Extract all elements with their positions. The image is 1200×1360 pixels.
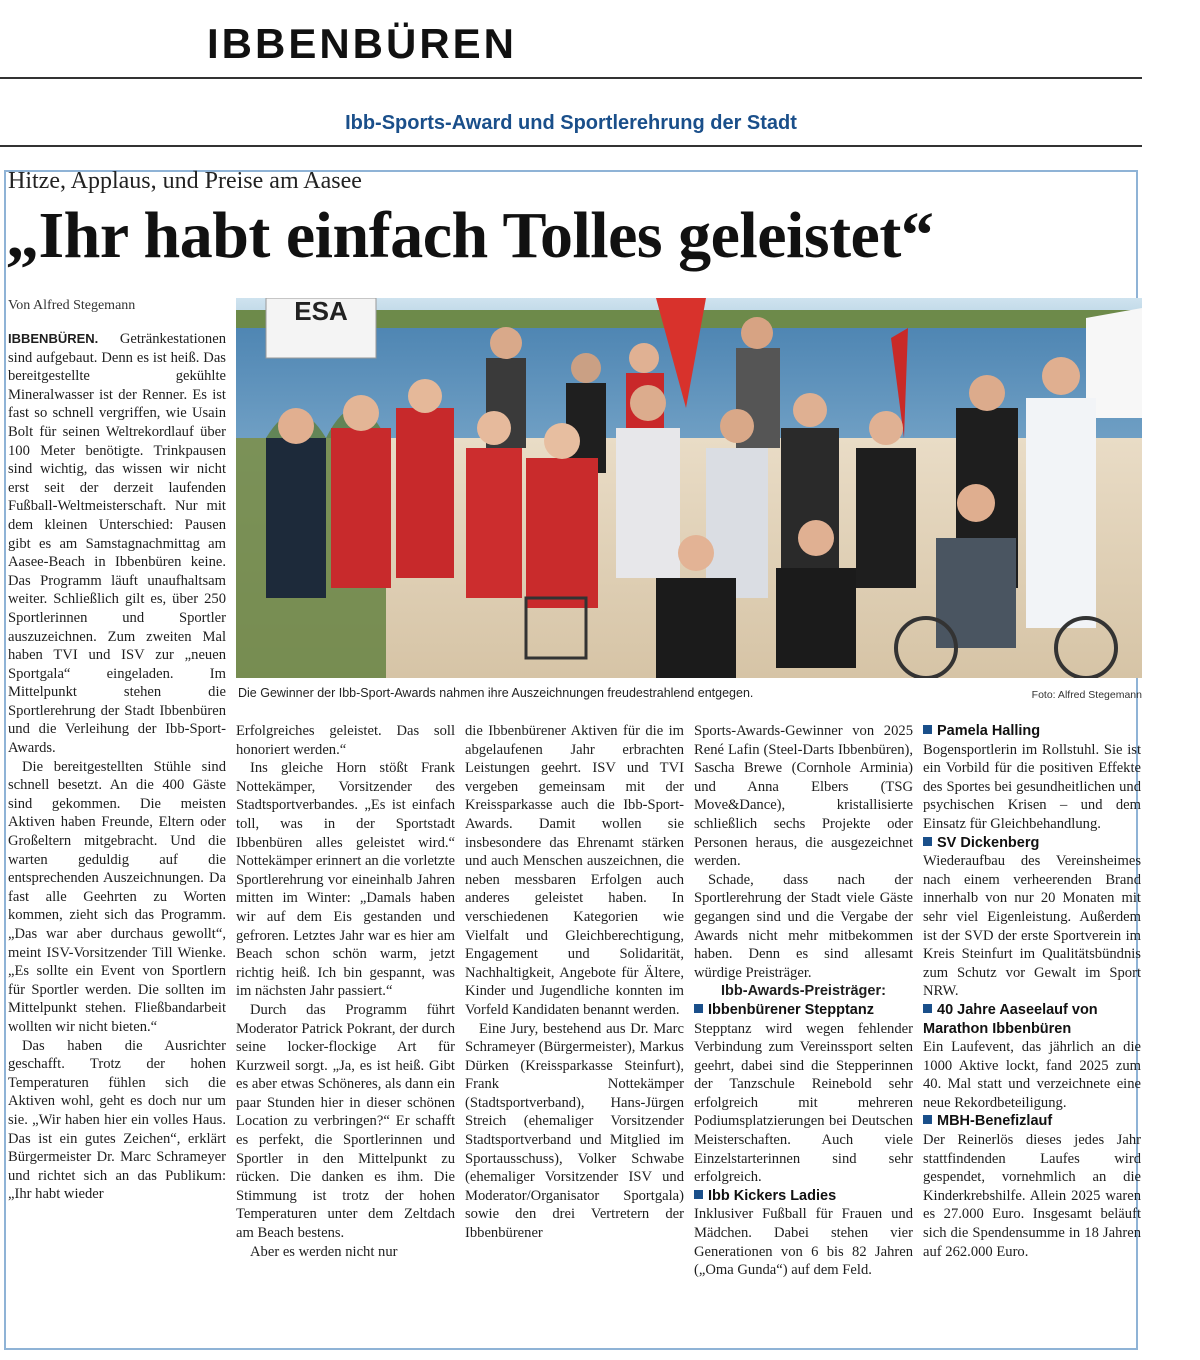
paragraph: Erfolgreiches geleistet. Das soll honoriert werden.“ bbox=[236, 723, 455, 758]
top-rule bbox=[0, 77, 1142, 79]
masthead: IBBENBÜREN bbox=[207, 20, 518, 67]
headline: „Ihr habt einfach Tolles geleistet“ bbox=[6, 199, 934, 272]
square-bullet-icon bbox=[694, 1190, 703, 1199]
award-heading bbox=[923, 722, 1141, 741]
paragraph: Das haben die Ausrichter geschafft. Trotz der hohen Temperaturen fühlen sich die Aktiven wohl, geht es doch nur um sie. „Wir haben hier ein volles Haus. Das ist ein gutes Zeichen“, erklärt Bürgermeister Dr. Marc Schrameyer und richtet sich an das Publikum: „Ihr habt wieder bbox=[8, 1037, 226, 1203]
article-column-5 bbox=[923, 722, 1141, 1348]
article-photo bbox=[236, 298, 1142, 678]
paragraph: Durch das Programm führt Moderator Patrick Pokrant, der durch seine locker-flockige Art für Kurzweil sorgt. „Ja, es ist heiß. Gibt es aber etwas Schöneres, als dann ein paar Stunden hier in dieser schönen Location zu verbringen?“ Er schafft es perfekt, die Sportlerinnen und Sportler in den Mittelpunkt zu rücken. Die danken es ihm. Die Stimmung ist trotz der hohen Temperaturen unter dem Zeltdach am Beach bestens. bbox=[236, 1001, 455, 1242]
award-heading bbox=[923, 1001, 1141, 1038]
paragraph: Der Reinerlös dieses jedes Jahr stattfindenden Laufes wird gespendet, vornehmlich an die Kinderkrebshilfe. Allein 2025 waren es 27.000 Euro. Insgesamt beläuft sich die Spendensumme in 18 Jahren auf 262.000 Euro. bbox=[923, 1132, 1141, 1260]
paragraph: Stepptanz wird wegen fehlender Verbindung zum Vereinssport selten geehrt, dabei sind die Stepperinnen der Tanzschule Reinebold sehr erfolgreich mit mehreren Podiumsplatzierungen bei Deutschen Meisterschaften. Auch viele Einzelstarterinnen sind sehr erfolgreich. bbox=[694, 1020, 913, 1186]
square-bullet-icon bbox=[923, 1004, 932, 1013]
paragraph: Bogensportlerin im Rollstuhl. Sie ist ein Vorbild für die positiven Effekte des Sportes bei gesundheitlichen und psychischen Krisen – und dem Einsatz für Gleichbehandlung. bbox=[923, 741, 1141, 832]
paragraph: Aber es werden nicht nur bbox=[250, 1243, 398, 1260]
square-bullet-icon bbox=[923, 837, 932, 846]
square-bullet-icon bbox=[694, 1004, 703, 1013]
article-column-1 bbox=[8, 330, 226, 1348]
paragraph: Die bereitgestellten Stühle sind schnell besetzt. An die 400 Gäste sind gekommen. Die meisten Aktiven haben Freunde, Eltern oder Großeltern mitgebracht. Und die warten geduldig auf die entsprechenden Auszeichnungen. Da fast alle Geehrten zu Worten kommen, zieht sich das Programm. „Das war aber durchaus gewollt“, meint ISV-Vorsitzender Till Wienke. „Es sollte ein Event von Sportlern für Sportler werden. Die sollten im Mittelpunkt stehen. Fließbandarbeit wollten wir nicht bieten.“ bbox=[8, 758, 226, 1035]
paragraph: Ins gleiche Horn stößt Frank Nottekämper, Vorsitzender des Stadtsportverbandes. „Es ist einfach toll, was in der Sportstadt Ibbenbüren alles geleistet wird.“ Nottekämper erinnert an die vorletzte Sportlerehrung vor eineinhalb Jahren mitten im Winter: „Damals haben wir auf dem Eis gestanden und gefroren. Letztes Jahr war es hier am Beach schon schön warm, jetzt richtig heiß. Ich bin gespannt, was im nächsten Jahr passiert.“ bbox=[236, 760, 455, 1000]
paragraph bbox=[8, 330, 226, 758]
paragraph: Wiederaufbau des Vereinsheimes nach einem verheerenden Brand innerhalb von nur 20 Monaten mit sehr viel Eigenleistung. Außerdem ist der SVD der erste Sportverein im Kreis Steinfurt im Qualitätsbündnis zum Schutz vor Gewalt im Sport NRW. bbox=[923, 853, 1141, 1000]
paragraph-text: Getränkestationen sind aufgebaut. Denn es ist heiß. Das bereitgestellte gekühlte Mineralwasser ist der Renner. Es ist fast so schnell vergriffen, wie Usain Bolt für seinen Weltrekordlauf über 100 Meter benötigte. Trinkpausen sind wichtig, das wissen wir nicht erst seit der derzeit laufenden Fußball-Weltmeisterschaft. Nur mit dem kleinen Unterschied: Pausen gibt es am Samstagnachmittag am Aasee-Beach in Ibbenbüren keine. Das Programm läuft unaufhaltsam weiter. Schließlich gilt es, über 250 Sportlerinnen und Sportler auszuzeichnen. Zum zweiten Mal haben TVI und ISV zur „neuen Sportgala“ eingeladen. Im Mittelpunkt stehen die Sportlerehrung der Stadt Ibbenbüren und die Verleihung der Ibb-Sport-Awards. bbox=[8, 331, 226, 757]
paragraph: Ein Laufevent, das jährlich an die 1000 Aktive lockt, fand 2025 zum 40. Mal statt und verzeichnete eine neue Rekordbeteiligung. bbox=[923, 1039, 1141, 1111]
awards-subheading: Ibb-Awards-Preisträger: bbox=[721, 983, 886, 1000]
section-rule bbox=[0, 145, 1142, 147]
paragraph: Schade, dass nach der Sportlerehrung der Stadt viele Gäste gegangen sind und die Vergabe der Awards nicht mehr mitbekommen haben. Denn es sind allesamt würdige Preisträger. bbox=[694, 871, 913, 981]
photo-caption: Die Gewinner der Ibb-Sport-Awards nahmen ihre Auszeichnungen freudestrahlend entgegen. bbox=[238, 686, 754, 700]
award-heading bbox=[694, 1187, 913, 1206]
award-title: Pamela Halling bbox=[937, 723, 1041, 739]
section-heading: Ibb-Sports-Award und Sportlerehrung der Stadt bbox=[345, 112, 797, 134]
award-title: Ibbenbürener Stepptanz bbox=[708, 1001, 874, 1018]
award-heading bbox=[923, 1112, 1141, 1131]
byline: Von Alfred Stegemann bbox=[8, 298, 136, 313]
award-title: SV Dickenberg bbox=[937, 834, 1040, 851]
group-photo-illustration bbox=[236, 298, 1142, 678]
award-title: MBH-Benefizlauf bbox=[937, 1113, 1053, 1130]
sign-text: ESA bbox=[294, 298, 348, 326]
paragraph: Inklusiver Fußball für Frauen und Mädchen. Dabei stehen vier Generationen von 6 bis 82 Jahren („Oma Gunda“) auf dem Feld. bbox=[694, 1206, 913, 1279]
award-title: Ibb Kickers Ladies bbox=[708, 1187, 837, 1204]
kicker: Hitze, Applaus, und Preise am Aasee bbox=[8, 168, 362, 194]
article-column-3 bbox=[465, 722, 684, 1348]
square-bullet-icon bbox=[923, 1115, 932, 1124]
photo-credit: Foto: Alfred Stegemann bbox=[1031, 689, 1142, 701]
article-column-2 bbox=[236, 722, 455, 1348]
paragraph: die Ibbenbürener Aktiven für die im abgelaufenen Jahr erbrachten Leistungen geehrt. ISV und TVI vergeben gemeinsam mit der Kreissparkasse auch die Ibb-Sport-Awards. Damit wollen sie insbesondere das Ehrenamt stärken und auch Menschen auszeichnen, die neben messbaren Erfolgen auch anderes geleistet haben. In verschiedenen Kategorien wie Vielfalt und Gleichberechtigung, Engagement und Solidarität, Nachhaltigkeit, Angebote für Ältere, Kinder und Jugendliche konnten im Vorfeld Kandidaten benannt werden. bbox=[465, 723, 684, 1018]
square-bullet-icon bbox=[923, 725, 932, 734]
paragraph: Sports-Awards-Gewinner von 2025 René Lafin (Steel-Darts Ibbenbüren), Sascha Brewe (Cornhole Arminia) und Anna Elbers (TSG Move&Dance), kristallisierte schließlich sechs Projekte oder Personen heraus, die ausgezeichnet werden. bbox=[694, 723, 913, 870]
award-heading bbox=[694, 1001, 913, 1020]
article-column-4 bbox=[694, 722, 913, 1348]
dateline: IBBENBÜREN. bbox=[8, 331, 99, 346]
award-heading bbox=[923, 834, 1141, 853]
award-title: 40 Jahre Aaseelauf von Marathon Ibbenbüren bbox=[923, 1001, 1098, 1037]
paragraph: Eine Jury, bestehend aus Dr. Marc Schrameyer (Bürgermeister), Markus Dürken (Kreissparkasse Steinfurt), Frank Nottekämper (Stadtsportverband), Hans-Jürgen Streich (ehemaliger Vorsitzender Stadtsportverband und Mitglied im Sportausschuss), Volker Schwabe (ehemaliger Vorsitzender ISV und Moderator/Organisator Sportgala) sowie den drei Vertretern der Ibbenbürener bbox=[465, 1020, 684, 1242]
